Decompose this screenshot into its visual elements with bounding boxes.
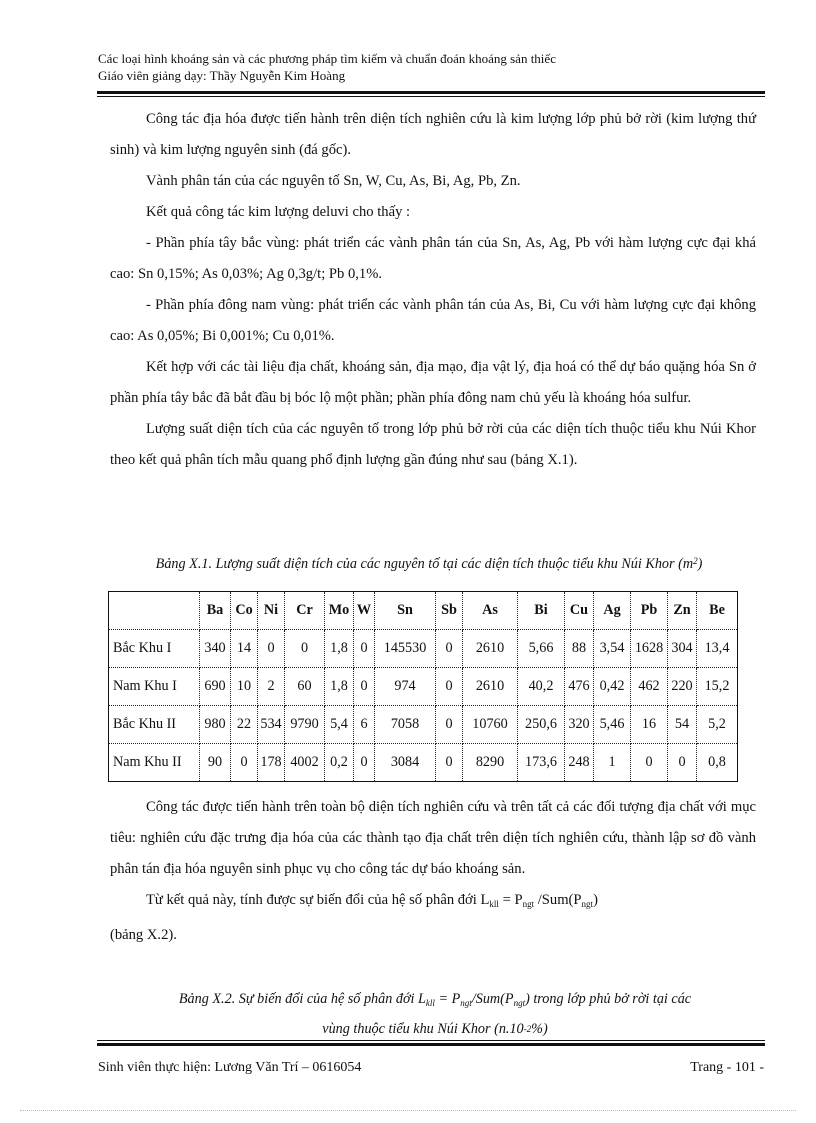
table-cell: 0 (436, 706, 463, 744)
table-cell: 15,2 (697, 668, 738, 706)
table-cell: 1,8 (325, 668, 354, 706)
footer-page-number: Trang - 101 - (690, 1060, 764, 1075)
header-cell: Cr (285, 592, 325, 630)
paragraph: - Phần phía đông nam vùng: phát triển các vành phân tán của As, Bi, Cu với hàm lượng cực đại không cao: As 0,05%; Bi 0,001%; Cu 0,01%. (110, 297, 756, 344)
table-cell: 5,46 (594, 706, 631, 744)
row-label: Nam Khu I (109, 668, 200, 706)
table-cell: 2610 (463, 668, 518, 706)
body-section-1 (110, 104, 756, 476)
table-cell: 8290 (463, 744, 518, 782)
header-cell: Bi (518, 592, 565, 630)
header-cell (109, 592, 200, 630)
header-cell: Mo (325, 592, 354, 630)
table-cell: 0 (354, 630, 375, 668)
table-cell: 5,66 (518, 630, 565, 668)
footer-rule-thin (97, 1040, 765, 1041)
table-cell: 40,2 (518, 668, 565, 706)
table-row (109, 630, 738, 668)
page-header (98, 50, 766, 84)
table-cell: 534 (258, 706, 285, 744)
paragraph: Kết hợp với các tài liệu địa chất, khoáng sản, địa mạo, địa vật lý, địa hoá có thể dự báo quặng hóa Sn ở phần phía tây bắc đã bắt đầu bị bóc lộ một phần; phần phía đông nam chủ yếu là khoáng hóa sulfur. (110, 359, 756, 406)
table-cell: 220 (668, 668, 697, 706)
paragraph-formula: Từ kết quả này, tính được sự biến đổi của hệ số phân đới $L_{kll} = P_{ngt}$ $/Sum(P_{ngt})$ (146, 892, 598, 909)
table-cell: 2 (258, 668, 285, 706)
paragraph: Kết quả công tác kim lượng deluvi cho thấy : (146, 204, 411, 220)
table-cell: 304 (668, 630, 697, 668)
table2-caption (90, 986, 780, 1042)
header-cell: Cu (565, 592, 594, 630)
table-cell: 90 (200, 744, 231, 782)
table-cell: 0 (436, 668, 463, 706)
table-cell: 0 (436, 744, 463, 782)
table-cell: 9790 (285, 706, 325, 744)
table-cell: 13,4 (697, 630, 738, 668)
table-cell: 16 (631, 706, 668, 744)
header-cell: Sb (436, 592, 463, 630)
table-cell: 248 (565, 744, 594, 782)
table-cell: 1628 (631, 630, 668, 668)
table-cell: 0 (668, 744, 697, 782)
table-cell: 1 (594, 744, 631, 782)
table-cell: 54 (668, 706, 697, 744)
row-label: Nam Khu II (109, 744, 200, 782)
header-line-2: Giáo viên giảng dạy: Thầy Nguyễn Kim Hoàng (98, 68, 346, 83)
header-cell: Zn (668, 592, 697, 630)
table-header-row (109, 592, 738, 630)
table1-caption: Bảng X.1. Lượng suất diện tích của các nguyên tố tại các diện tích thuộc tiểu khu Núi Khor $(m^2)$ (155, 556, 703, 572)
table-cell: 0,8 (697, 744, 738, 782)
table-cell: 3084 (375, 744, 436, 782)
header-cell: Sn (375, 592, 436, 630)
header-rule-thin (97, 96, 765, 97)
table-cell: 10 (231, 668, 258, 706)
header-rule-thick (97, 91, 765, 94)
header-cell: Ni (258, 592, 285, 630)
table-cell: 320 (565, 706, 594, 744)
table-cell: 173,6 (518, 744, 565, 782)
table-cell: 462 (631, 668, 668, 706)
body-section-2 (110, 792, 756, 951)
table-row (109, 706, 738, 744)
table-cell: 1,8 (325, 630, 354, 668)
table-cell: 145530 (375, 630, 436, 668)
table-cell: 6 (354, 706, 375, 744)
table-cell: 0 (354, 744, 375, 782)
table-cell: 0 (354, 668, 375, 706)
header-cell: Be (697, 592, 738, 630)
table-cell: 0,42 (594, 668, 631, 706)
table-cell: 22 (231, 706, 258, 744)
table-cell: 0 (631, 744, 668, 782)
table-cell: 250,6 (518, 706, 565, 744)
table-cell: 0 (285, 630, 325, 668)
footer-rule-thick (97, 1043, 765, 1046)
table-cell: 4002 (285, 744, 325, 782)
footer-author: Sinh viên thực hiện: Lương Văn Trí – 0616054 (98, 1060, 362, 1075)
row-label: Bắc Khu I (109, 630, 200, 668)
table-cell: 2610 (463, 630, 518, 668)
table2-caption-line2: vùng thuộc tiểu khu Núi Khor $(n.10^{-2}\%)$ (322, 1021, 548, 1037)
header-line-1: Các loại hình khoáng sản và các phương pháp tìm kiếm và chuẩn đoán khoáng sản thiếc (98, 51, 556, 66)
row-label: Bắc Khu II (109, 706, 200, 744)
table-cell: 60 (285, 668, 325, 706)
table-cell: 14 (231, 630, 258, 668)
header-cell: Ba (200, 592, 231, 630)
table-cell: 980 (200, 706, 231, 744)
header-cell: As (463, 592, 518, 630)
table-cell: 0 (436, 630, 463, 668)
table-cell: 974 (375, 668, 436, 706)
paragraph: Vành phân tán của các nguyên tố Sn, W, Cu, As, Bi, Ag, Pb, Zn. (146, 173, 521, 189)
table-cell: 476 (565, 668, 594, 706)
paragraph: Công tác địa hóa được tiến hành trên diện tích nghiên cứu là kim lượng lớp phủ bở rời (kim lượng thứ sinh) và kim lượng nguyên sinh (đá gốc). (110, 111, 756, 158)
table-row (109, 744, 738, 782)
paragraph: Lượng suất diện tích của các nguyên tố trong lớp phủ bở rời của các diện tích thuộc tiểu khu Núi Khor theo kết quả phân tích mẫu quang phổ định lượng gần đúng như sau (bảng X.1). (110, 421, 756, 468)
table-cell: 0 (231, 744, 258, 782)
table2-caption-line1: Bảng X.2. Sự biến đổi của hệ số phân đới $L_{kll} = P_{ngt}/Sum(P_{ngt})$ trong lớp phủ bở rời tại các (178, 991, 692, 1008)
header-cell: Pb (631, 592, 668, 630)
table-row (109, 668, 738, 706)
page-bottom-dots (20, 1110, 796, 1111)
table-cell: 690 (200, 668, 231, 706)
table-cell: 10760 (463, 706, 518, 744)
header-cell: Co (231, 592, 258, 630)
table-cell: 88 (565, 630, 594, 668)
table-cell: 340 (200, 630, 231, 668)
table1 (108, 591, 738, 782)
paragraph: - Phần phía tây bắc vùng: phát triển các vành phân tán của Sn, As, Ag, Pb với hàm lượng cực đại khá cao: Sn 0,15%; As 0,03%; Ag 0,3g/t; Pb 0,1%. (110, 235, 756, 282)
table-cell: 178 (258, 744, 285, 782)
table-cell: 5,4 (325, 706, 354, 744)
paragraph: Công tác được tiến hành trên toàn bộ diện tích nghiên cứu và trên tất cả các đối tượng địa chất với mục tiêu: nghiên cứu đặc trưng địa hóa của các thành tạo địa chất trên diện tích nghiên cứu, thành lập sơ đồ vành phân tán địa hóa nguyên sinh phục vụ cho công tác dự báo khoáng sản. (110, 799, 756, 877)
paragraph: (bảng X.2). (110, 927, 177, 943)
table-cell: 3,54 (594, 630, 631, 668)
header-cell: Ag (594, 592, 631, 630)
table-cell: 5,2 (697, 706, 738, 744)
table-cell: 0,2 (325, 744, 354, 782)
table-cell: 7058 (375, 706, 436, 744)
header-cell: W (354, 592, 375, 630)
table-cell: 0 (258, 630, 285, 668)
